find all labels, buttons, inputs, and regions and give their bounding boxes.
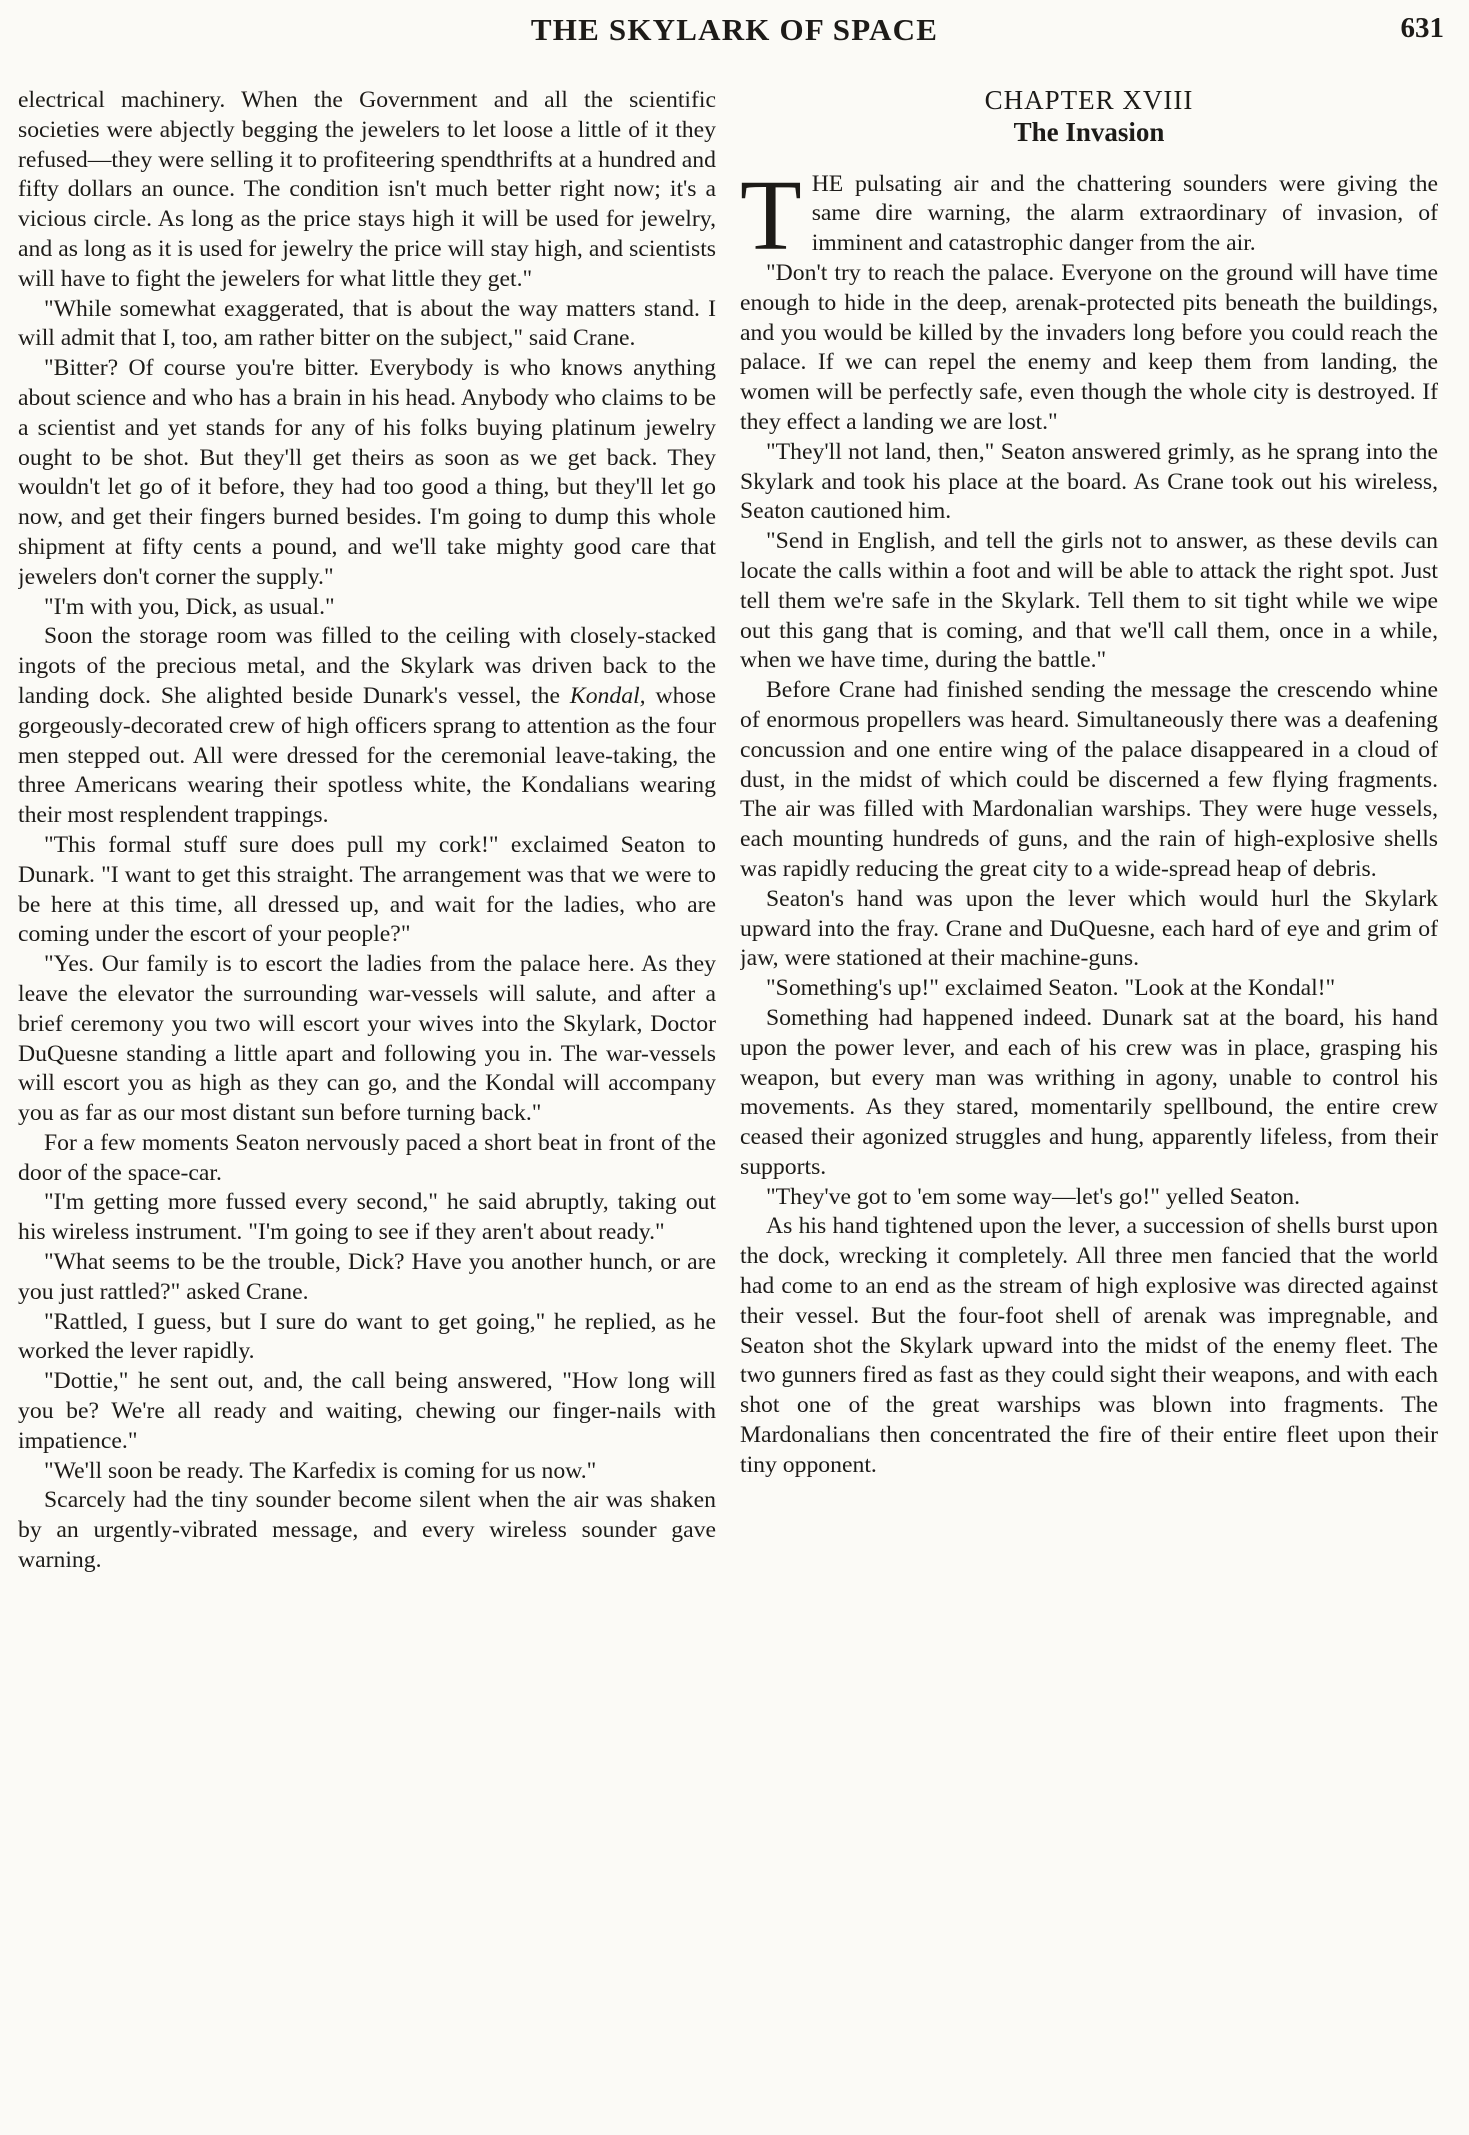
right-column: [740, 86, 1438, 2126]
chapter-title: The Invasion: [1013, 116, 1165, 147]
left-column: [18, 86, 716, 2126]
drop-cap: T: [740, 158, 802, 271]
paragraph: "Dottie," he sent out, and, the call being answered, "How long will you be? We're all ready and waiting, chewing our finger-nails with impatience.": [18, 1368, 716, 1454]
paragraph: "Rattled, I guess, but I sure do want to get going," he replied, as he worked the lever rapidly.: [18, 1308, 716, 1365]
paragraph: "They'll not land, then," Seaton answered grimly, as he sprang into the Skylark and took his place at the board. As Crane took out his wireless, Seaton cautioned him.: [740, 438, 1438, 525]
paragraph: Seaton's hand was upon the lever which would hurl the Skylark upward into the fray. Crane and DuQuesne, each hard of eye and grim of jaw, were stationed at their machine-guns.: [740, 885, 1438, 972]
paragraph: "Bitter? Of course you're bitter. Everybody is who knows anything about science and who has a brain in his head. Anybody who claims to be a scientist and yet stands for any of his folks buying platinum jewelry ought to be shot. But they'll get theirs as soon as we get back. They wouldn't let go of it before, they had too good a thing, but they'll let go now, and get their fingers burned besides. I'm going to dump this whole shipment at fifty cents a pound, and we'll take mighty good care that jewelers don't corner the supply.": [18, 355, 716, 590]
paragraph: electrical machinery. When the Government and all the scientific societies were abjectly begging the jewelers to let loose a little of it they refused—they were selling it to profiteering spendthrifts at a hundred and fifty dollars an ounce. The condition isn't much better right now; it's a vicious circle. As long as the price stays high it will be used for jewelry, and as long as it is used for jewelry the price will stay high, and scientists will have to fight the jewelers for what little they get.": [18, 87, 716, 292]
paragraph: "Don't try to reach the palace. Everyone on the ground will have time enough to hide in the deep, arenak-protected pits beneath the buildings, and you would be killed by the invaders long before you could reach the palace. If we can repel the enemy and keep them from landing, the women will be perfectly safe, even though the whole city is destroyed. If they effect a landing we are lost.": [740, 259, 1438, 435]
paragraph: "They've got to 'em some way—let's go!" yelled Seaton.: [766, 1183, 1301, 1210]
page-number: 631: [1400, 12, 1444, 44]
page-header: [0, 10, 1469, 62]
text-run: HE pulsating air and the chattering sounders were giving the same dire warning, the alarm extraordinary of invasion, of imminent and catastrophic danger from the air.: [811, 170, 1438, 257]
paragraph: "Something's up!" exclaimed Seaton. "Look at the Kondal!": [766, 975, 1336, 1002]
paragraph: Scarcely had the tiny sounder become silent when the air was shaken by an urgently-vibrated message, and every wireless sounder gave warning.: [18, 1487, 716, 1574]
opening-paragraph: [740, 158, 1438, 271]
paragraph: "Yes. Our family is to escort the ladies from the palace here. As they leave the elevator the surrounding war-vessels will salute, and after a brief ceremony you two will escort your wives into the Skylark, Doctor DuQuesne standing a little apart and following you in. The war-vessels will escort you as high as they can go, and the Kondal will accompany you as far as our most distant sun before turning back.": [18, 951, 716, 1127]
paragraph: "Send in English, and tell the girls not to answer, as these devils can locate the calls within a foot and will be able to attack the right spot. Just tell them we're safe in the Skylark. Tell them to sit tight while we wipe out this gang that is coming, and that we'll call them, once in a while, when we have time, during the battle.": [740, 528, 1438, 674]
ship-name: Kondal,: [569, 682, 646, 709]
paragraph: Before Crane had finished sending the message the crescendo whine of enormous propellers was heard. Simultaneously there was a deafening concussion and one entire wing of the palace disappeared in a cloud of dust, in the midst of which could be discerned a few flying fragments. The air was filled with Mardonalian warships. They were huge vessels, each mounting hundreds of guns, and the rain of high-explosive shells was rapidly reducing the great city to a wide-spread heap of debris.: [740, 677, 1438, 882]
text-run: Soon the storage room was filled to the ceiling with closely-stacked ingots of the precious metal, and the Skylark was driven back to the landing dock. She alighted beside Dunark's vessel, the: [18, 623, 716, 709]
paragraph: "I'm getting more fussed every second," he said abruptly, taking out his wireless instrument. "I'm going to see if they aren't about ready.": [18, 1189, 716, 1246]
paragraph: [18, 622, 716, 831]
chapter-number: CHAPTER XVIII: [984, 86, 1194, 115]
paragraph: For a few moments Seaton nervously paced a short beat in front of the door of the space-car.: [18, 1129, 716, 1186]
paragraph: "This formal stuff sure does pull my cork!" exclaimed Seaton to Dunark. "I want to get this straight. The arrangement was that we were to be here at this time, all dressed up, and wait for the ladies, who are coming under the escort of your people?": [18, 831, 716, 948]
paragraph: "We'll soon be ready. The Karfedix is coming for us now.": [44, 1457, 597, 1484]
running-title: THE SKYLARK OF SPACE: [530, 12, 939, 47]
paragraph: "I'm with you, Dick, as usual.": [44, 593, 335, 620]
paragraph: As his hand tightened upon the lever, a succession of shells burst upon the dock, wrecking it completely. All three men fancied that the world had come to an end as the stream of high explosive was directed against their vessel. But the four-foot shell of arenak was impregnable, and Seaton shot the Skylark upward into the midst of the enemy fleet. The two gunners fired as fast as they could sight their weapons, and with each shot one of the great warships was blown into fragments. The Mardonalians then concentrated the fire of their entire fleet upon their tiny opponent.: [740, 1213, 1438, 1478]
text-run: whose gorgeously-decorated crew of high officers sprang to attention as the four men stepped out. All were dressed for the ceremonial leave-taking, the three Americans wearing their spotless white, the Kondalians wearing their most resplendent trappings.: [18, 682, 716, 829]
paragraph: "While somewhat exaggerated, that is about the way matters stand. I will admit that I, too, am rather bitter on the subject," said Crane.: [18, 295, 716, 352]
paragraph: Something had happened indeed. Dunark sat at the board, his hand upon the power lever, and each of his crew was in place, grasping his weapon, but every man was writhing in agony, unable to control his movements. As they stared, momentarily spellbound, the entire crew ceased their agonized struggles and hung, apparently lifeless, from their supports.: [740, 1004, 1438, 1180]
paragraph: "What seems to be the trouble, Dick? Have you another hunch, or are you just rattled?" asked Crane.: [18, 1249, 716, 1305]
